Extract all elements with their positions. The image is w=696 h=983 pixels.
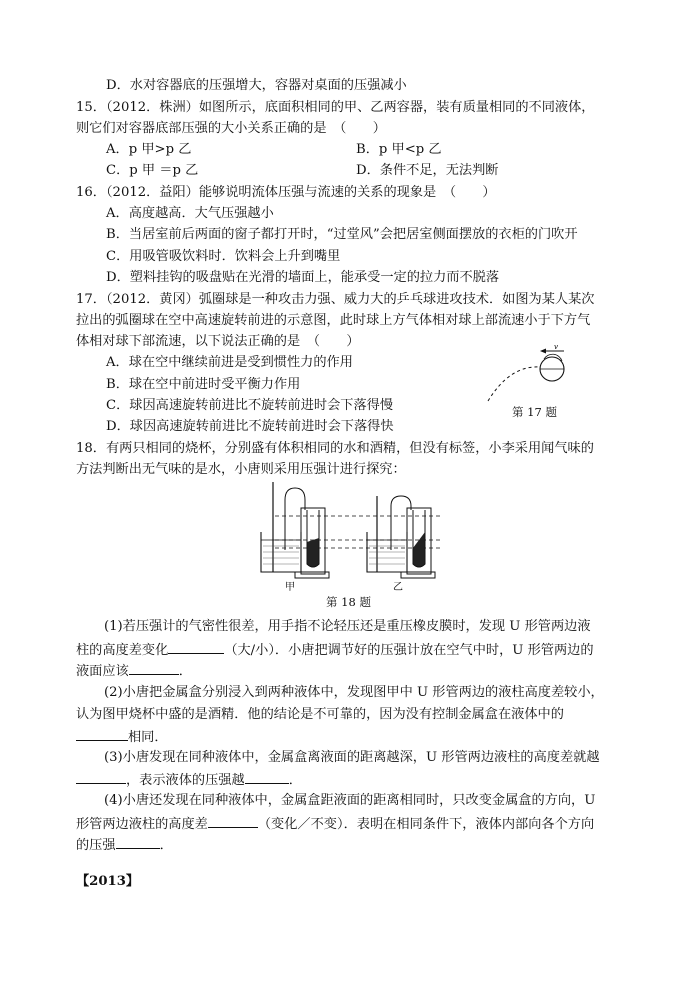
q18-manometer-figure xyxy=(255,480,455,592)
q15-option-d: D．条件不足，无法判断 xyxy=(356,163,499,178)
option-d-prev: D．水对容器底的压强增大，容器对桌面的压强减小 xyxy=(106,78,407,93)
label-yi: 乙 xyxy=(393,582,403,592)
q15-stem-1: 15．（2012．株洲）如图所示，底面积相同的甲、乙两容器，装有质量相同的不同液体， xyxy=(76,100,595,115)
q18-part4-text-c: 的压强 xyxy=(76,838,116,853)
q17-stem-3: 体相对球下部流速，以下说法正确的是 （ ） xyxy=(76,334,360,349)
q18-part1-text-d: ． xyxy=(178,664,192,679)
q16-option-d: D．塑料挂钩的吸盘贴在光滑的墙面上，能承受一定的拉力而不脱落 xyxy=(106,270,500,285)
q16-option-c: C．用吸管吸饮料时．饮料会上升到嘴里 xyxy=(106,249,341,264)
q18-part1-text-c: 液面应该 xyxy=(76,664,129,679)
q17-option-d: D．球因高速旋转前进比不旋转前进时会下落得快 xyxy=(106,419,394,434)
answer-blank-3[interactable] xyxy=(76,727,128,741)
q17-stem-1: 17．（2012．黄冈）弧圈球是一种攻击力强、威力大的乒乓球进攻技术．如图为某人某次 xyxy=(76,292,595,307)
q18-part4-line2 xyxy=(76,814,594,834)
q18-part1-line2 xyxy=(76,640,594,660)
q18-part2-text-c: 相同． xyxy=(128,730,168,745)
right-u-tube xyxy=(407,508,431,574)
right-base xyxy=(401,572,435,578)
q18-part2-line2: 认为图甲烧杯中盛的是酒精．他的结论是不可靠的，因为没有控制金属盒在液体中的 xyxy=(76,707,564,722)
q18-figure-caption: 第 18 题 xyxy=(326,595,371,609)
q18-part1-line3 xyxy=(76,661,192,681)
q17-figure-caption: 第 17 题 xyxy=(512,405,557,419)
q18-part4-text-a: 形管两边液柱的高度差 xyxy=(76,817,208,832)
q18-part4-text-b: （变化／不变）．表明在相同条件下，液体内部向各个方向 xyxy=(257,817,595,832)
q17-option-a: A．球在空中继续前进是受到惯性力的作用 xyxy=(106,355,353,370)
q15-stem-2: 则它们对容器底部压强的大小关系正确的是 （ ） xyxy=(76,121,386,136)
q17-option-b: B．球在空中前进时受平衡力作用 xyxy=(106,377,301,392)
q18-part1-text-b: （大/小）．小唐把调节好的压强计放在空气中时，U 形管两边的 xyxy=(224,643,594,658)
q17-ball-figure xyxy=(480,345,600,405)
q18-part4-line1: (4)小唐还发现在同种液体中，金属盒距液面的距离相同时，只改变金属盒的方向，U xyxy=(104,793,596,808)
label-jia: 甲 xyxy=(285,582,295,592)
q15-option-b: B．p 甲<p 乙 xyxy=(356,142,442,157)
right-beaker xyxy=(367,532,407,572)
q18-part3-text-b: ． xyxy=(288,773,302,788)
q18-part3-text-a: ，表示液体的压强越 xyxy=(126,773,245,788)
q18-stem-2: 方法判断出无气味的是水，小唐则采用压强计进行探究： xyxy=(76,462,406,477)
q15-option-c: C．p 甲 ＝p 乙 xyxy=(106,163,199,178)
velocity-label: v xyxy=(554,345,558,351)
answer-blank-5[interactable] xyxy=(245,770,289,784)
right-rubber-tube xyxy=(391,496,411,550)
q17-option-c: C．球因高速旋转前进比不旋转前进时会下落得慢 xyxy=(106,398,394,413)
answer-blank-2[interactable] xyxy=(129,661,179,675)
section-header-2013: 【2013】 xyxy=(76,874,140,889)
q18-part4-line3 xyxy=(76,835,173,855)
answer-blank-1[interactable] xyxy=(168,640,224,654)
velocity-arrowhead-icon xyxy=(540,349,546,354)
q18-part2-line1: (2)小唐把金属盒分别浸入到两种液体中，发现图甲中 U 形管两边的液柱高度差较小， xyxy=(104,685,604,700)
q18-part2-line3 xyxy=(76,727,168,747)
answer-blank-7[interactable] xyxy=(116,835,160,849)
q18-part3-line2 xyxy=(76,770,302,790)
left-beaker xyxy=(261,532,301,572)
q15-option-a: A．p 甲>p 乙 xyxy=(106,142,192,157)
left-u-tube xyxy=(301,508,325,574)
answer-blank-4[interactable] xyxy=(76,770,126,784)
ball-trajectory xyxy=(488,367,540,401)
q18-part1-line1: (1)若压强计的气密性很差，用手指不论轻压还是重压橡皮膜时，发现 U 形管两边液 xyxy=(104,619,591,634)
left-rubber-tube xyxy=(285,488,305,550)
q16-stem: 16．（2012．益阳）能够说明流体压强与流速的关系的现象是 （ ） xyxy=(76,185,496,200)
q18-stem-1: 18．有两只相同的烧杯，分别盛有体积相同的水和酒精，但没有标签，小李采用闻气味的 xyxy=(76,441,594,456)
q16-option-a: A．高度越高．大气压强越小 xyxy=(106,206,274,221)
answer-blank-6[interactable] xyxy=(208,814,258,828)
q18-part1-text-a: 柱的高度差变化 xyxy=(76,643,169,658)
q18-part3-line1: (3)小唐发现在同种液体中，金属盒离液面的距离越深，U 形管两边液柱的高度差就越 xyxy=(104,750,600,765)
q18-part4-text-d: ． xyxy=(159,838,173,853)
q17-stem-2: 拉出的弧圈球在空中高速旋转前进的示意图，此时球上方气体相对球上部流速小于下方气 xyxy=(76,313,591,328)
q16-option-b: B．当居室前后两面的窗子都打开时，“过堂风”会把居室侧面摆放的衣柜的门吹开 xyxy=(106,227,578,242)
left-base xyxy=(295,572,329,578)
